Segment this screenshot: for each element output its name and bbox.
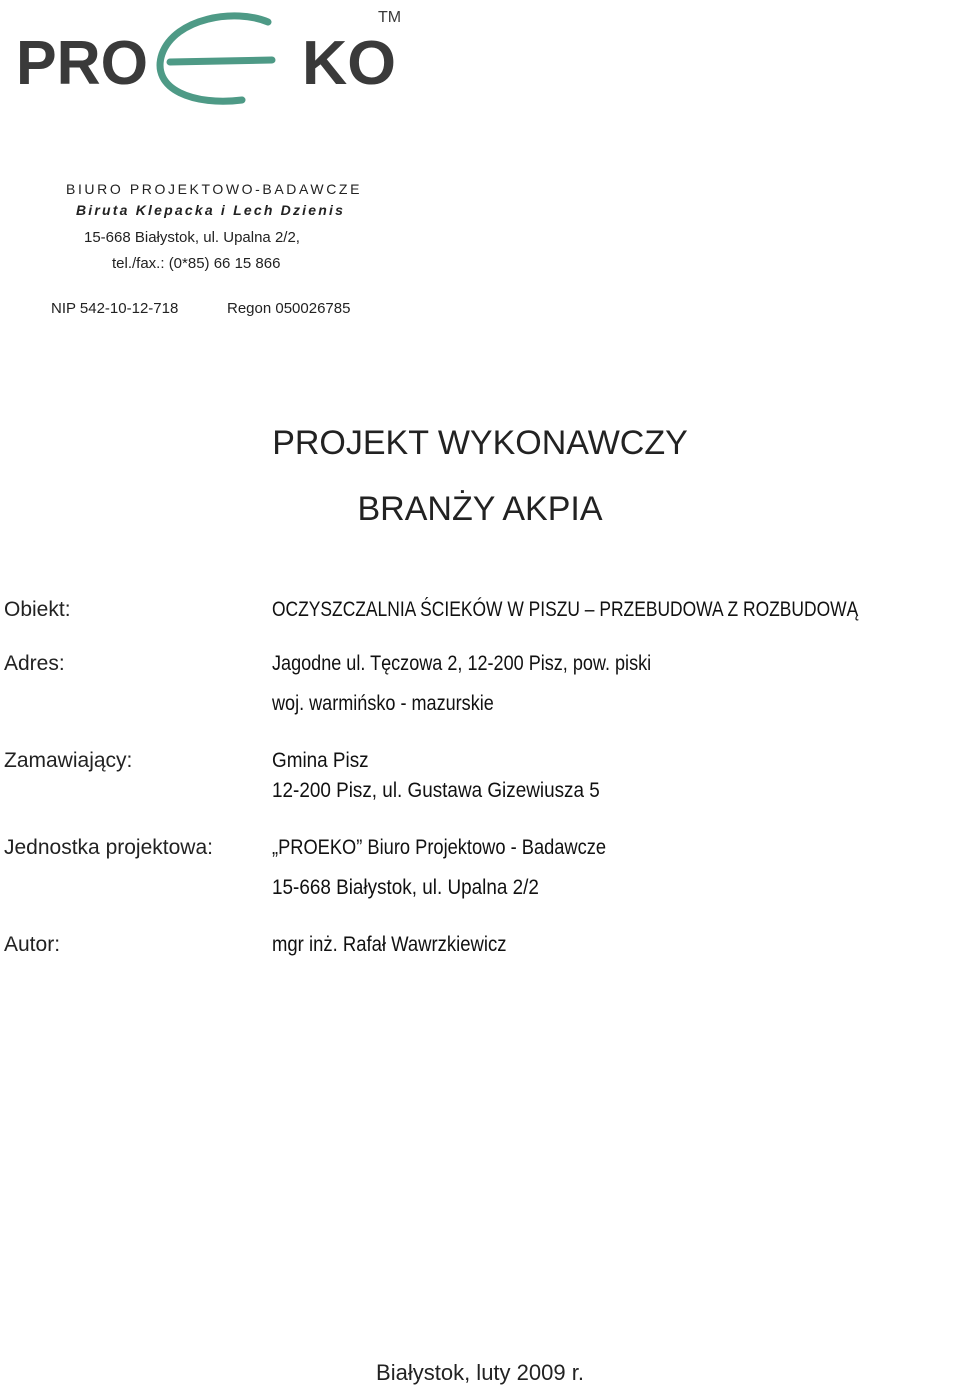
value-jednostka-line1: „PROEKO” Biuro Projektowo - Badawcze: [272, 836, 607, 859]
value-jednostka-line2: 15-668 Białystok, ul. Upalna 2/2: [272, 876, 539, 899]
document-subtitle: BRANŻY AKPIA: [357, 490, 603, 528]
label-adres: Adres:: [4, 652, 65, 675]
firm-owners: Biruta Klepacka i Lech Dzienis: [76, 202, 346, 218]
value-obiekt: OCZYSZCZALNIA ŚCIEKÓW W PISZU – PRZEBUDOWA Z ROZBUDOWĄ: [272, 598, 859, 621]
document-title: PROJEKT WYKONAWCZY: [272, 424, 688, 462]
value-adres-line2: woj. warmińsko - mazurskie: [272, 692, 494, 715]
firm-regon: Regon 050026785: [227, 300, 351, 317]
firm-nip: NIP 542-10-12-718: [51, 300, 179, 317]
firm-phone: tel./fax.: (0*85) 66 15 866: [112, 255, 281, 272]
svg-text:TM: TM: [378, 9, 402, 26]
proeko-logo: [10, 4, 410, 110]
value-adres-line1: Jagodne ul. Tęczowa 2, 12-200 Pisz, pow. piski: [272, 652, 652, 675]
svg-text:PRO: PRO: [16, 29, 148, 98]
firm-title: BIURO PROJEKTOWO-BADAWCZE: [66, 181, 363, 197]
label-obiekt: Obiekt:: [4, 598, 71, 621]
value-zamawiajacy-line1: Gmina Pisz: [272, 749, 369, 772]
value-autor: mgr inż. Rafał Wawrzkiewicz: [272, 933, 507, 956]
label-zamawiajacy: Zamawiający:: [4, 749, 133, 772]
label-autor: Autor:: [4, 933, 61, 956]
svg-text:KO: KO: [302, 29, 396, 98]
firm-address: 15-668 Białystok, ul. Upalna 2/2,: [84, 229, 300, 246]
place-date: Białystok, luty 2009 r.: [376, 1360, 584, 1385]
value-zamawiajacy-line2: 12-200 Pisz, ul. Gustawa Gizewiusza 5: [272, 779, 600, 802]
logo-e-mark: [160, 16, 272, 101]
label-jednostka-projektowa: Jednostka projektowa:: [4, 836, 213, 859]
